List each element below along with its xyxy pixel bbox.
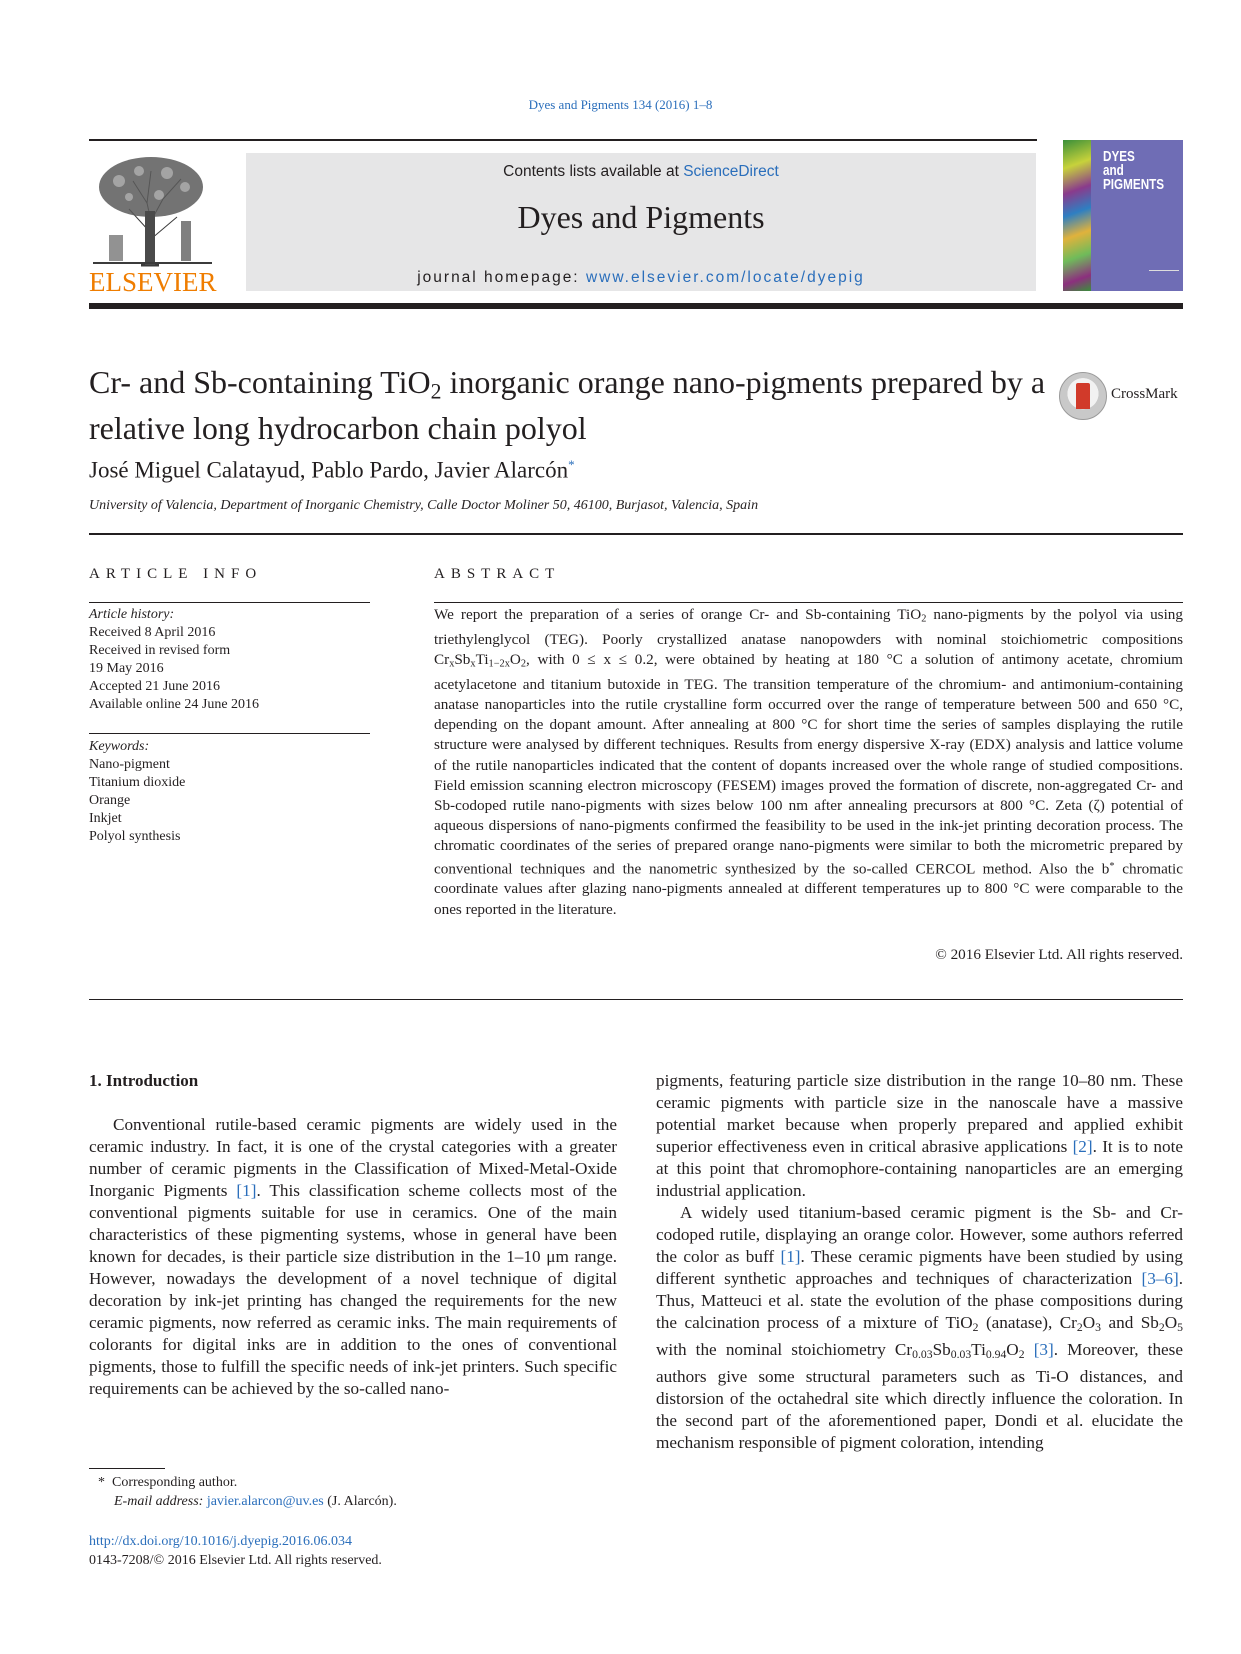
journal-cover-image[interactable] [1063, 140, 1183, 291]
crossmark-icon [1059, 372, 1107, 420]
cover-title [1103, 148, 1165, 193]
title-divider [89, 533, 1183, 535]
body-run [1025, 1340, 1034, 1359]
abstract-run: , with 0 ≤ x ≤ 0.2, were obtained by heating at 180 °C a solution of antimony acetate, chromium acetylacetone and titanium butoxide in TEG. The transition temperature of the chromium- and antimonium-containing anatase nanoparticles into the rutile crystalline form occurred over the range of temperature between 500 and 650 °C, depending on the dopant amount. After annealing at 800 °C for short time the series of samples displaying the rutile structure were analysed by different techniques. Results from energy dispersive X-ray (EDX) analysis and lattice volume of the rutile nanoparticles indicated that the content of dopants increased over the whole range of studied compositions. Field emission scanning electron microscopy (FESEM) images proved the formation of discrete, non-aggregated Cr- and Sb-codoped rutile nano-pigments with sizes below 100 nm after annealing precursors at 800 °C. Zeta (ζ) potential of aqueous dispersions of nano-pigments confirmed the feasibility to be used in the ink-jet printing decoration process. The chromatic coordinates of the series of prepared orange nano-pigments were similar to both the micrometric prepared by conventional techniques and the nanometric synthesized by the so-called CERCOL method. Also the b [434, 650, 1183, 878]
body-run: Conventional rutile-based ceramic pigments are widely used in the ceramic industry. In fact, it is one of the crystal categories with a greater number of ceramic pigments in the Classification of Mixed-Metal-Oxide Inorganic Pigments [89, 1115, 617, 1200]
elsevier-tree-icon [89, 151, 216, 267]
cover-title-line: PIGMENTS [1103, 176, 1165, 193]
body-run: Sb [932, 1339, 951, 1359]
history-item: Available online 24 June 2016 [89, 697, 260, 712]
journal-banner [246, 153, 1036, 291]
history-item: Received 8 April 2016 [89, 625, 216, 640]
body-run: O [1164, 1313, 1178, 1332]
homepage-line [246, 269, 1036, 287]
intro-paragraph-2 [656, 1202, 1183, 1454]
abstract-subscript: x [449, 658, 455, 670]
cover-art-strip [1063, 140, 1091, 291]
elsevier-logo[interactable] [89, 151, 217, 297]
body-run: O [1082, 1313, 1096, 1332]
keywords-label: Keywords: [89, 739, 150, 754]
intro-paragraph-1-cont [656, 1070, 1183, 1202]
abstract-heading: ABSTRACT [434, 566, 561, 582]
body-subscript: 5 [1177, 1320, 1184, 1334]
body-run: (anatase), Cr [978, 1313, 1077, 1332]
body-run: A widely used titanium-based ceramic pigment is the Sb- and Cr-codoped rutile, displaying an orange color. However, some authors referred the color as buff [656, 1203, 1183, 1266]
abstract-text [434, 605, 1183, 920]
header-thick-rule [89, 303, 1183, 309]
abstract-run: chromatic coordinate values after glazing nano-pigments annealed at different temperatures up to 800 °C were comparable to the ones reported in the literature. [434, 860, 1183, 918]
body-run: . Thus, Matteuci et al. state the evolution of the phase compositions during the calcination process of a mixture of TiO [656, 1269, 1183, 1332]
body-run: . These ceramic pigments have been studied by using different synthetic approaches and techniques of characterization [656, 1247, 1183, 1288]
history-item: Received in revised form [89, 643, 231, 658]
body-run: . Moreover, these authors give some structural parameters such as Ti-O distances, and distorsion of the octahedral site which directly influence the coloration. In the second part of the aforementioned paper, Dondi et al. elucidate the mechanism responsible of pigment coloration, intending [656, 1339, 1183, 1452]
reference-link[interactable]: [3] [1033, 1339, 1054, 1359]
article-info-rule [89, 602, 370, 603]
history-item: Accepted 21 June 2016 [89, 679, 221, 694]
abstract-subscript: 2 [520, 658, 527, 670]
crossmark-bookmark-icon [1076, 383, 1090, 409]
footnote-mark: * [98, 1475, 105, 1490]
contents-line [246, 163, 1036, 181]
cover-publisher-mark [1149, 270, 1179, 281]
body-column-left [89, 1114, 617, 1400]
body-subscript: 0.03 [950, 1347, 972, 1361]
abstract-subscript: x [470, 658, 476, 670]
abstract-rule [434, 602, 1183, 603]
article-history [89, 606, 369, 714]
body-subscript: 2 [1076, 1320, 1083, 1334]
body-subscript: 0.03 [912, 1347, 933, 1361]
issn-line: 0143-7208/© 2016 Elsevier Ltd. All rights reserved. [89, 1553, 382, 1568]
homepage-prefix: journal homepage: [417, 269, 586, 286]
body-column-right [656, 1070, 1183, 1454]
body-subscript: 2 [1018, 1347, 1025, 1361]
title-text: Cr- and Sb-containing TiO [89, 364, 431, 400]
sciencedirect-link[interactable]: ScienceDirect [683, 163, 779, 180]
doi-link[interactable]: http://dx.doi.org/10.1016/j.dyepig.2016.06.034 [89, 1534, 353, 1549]
corresponding-label: Corresponding author. [112, 1475, 238, 1490]
email-label: E-mail address: [114, 1494, 207, 1509]
body-subscript: 2 [972, 1320, 979, 1334]
reference-link[interactable]: [1] [236, 1181, 257, 1200]
body-run: . This classification scheme collects most of the conventional pigments suitable for use in ceramics. One of the main characteristics of these pigmenting systems, whose in general have been known for decades, is their particle size distribution in the 1–10 μm range. However, nowadays the development of a novel technique of digital decoration by ink-jet printing has changed the requirements for the new ceramic pigments, now referred as ceramic inks. The main requirements of colorants for digital inks are in addition to the ones of conventional pigments, those to fulfill the specific needs of ink-jet printers. Such specific requirements can be achieved by the so-called nano- [89, 1181, 617, 1398]
introduction-heading: 1. Introduction [89, 1071, 199, 1090]
homepage-url-link[interactable]: www.elsevier.com/locate/dyepig [585, 269, 865, 286]
footnote-rule [89, 1468, 165, 1469]
body-subscript: 3 [1095, 1320, 1102, 1334]
keyword: Titanium dioxide [89, 775, 186, 790]
keyword: Polyol synthesis [89, 829, 181, 844]
body-run: and Sb [1101, 1313, 1159, 1332]
body-subscript: 0.94 [985, 1347, 1007, 1361]
abstract-subscript: 1−2x [488, 658, 510, 670]
intro-paragraph-1 [89, 1114, 617, 1400]
doi-line [89, 1532, 352, 1551]
abstract-run: O [509, 650, 521, 668]
history-label: Article history: [89, 607, 175, 622]
email-link[interactable]: javier.alarcon@uv.es [206, 1494, 324, 1509]
author-list [89, 457, 575, 484]
journal-citation[interactable]: Dyes and Pigments 134 (2016) 1–8 [528, 97, 713, 112]
history-item: 19 May 2016 [89, 661, 164, 676]
body-run: . It is to note at this point that chromophore-containing nanoparticles are an emerging industrial application. [656, 1137, 1183, 1200]
body-run: O [1006, 1339, 1019, 1359]
email-footnote [114, 1492, 397, 1511]
abstract-run: Ti [475, 650, 489, 668]
crossmark-label: CrossMark [1111, 386, 1178, 402]
reference-link[interactable]: [1] [780, 1247, 801, 1266]
reference-link[interactable]: [3–6] [1141, 1269, 1179, 1288]
authors-text: José Miguel Calatayud, Pablo Pardo, Javier Alarcón [89, 457, 569, 483]
body-run: Ti [971, 1339, 986, 1359]
email-suffix: (J. Alarcón). [323, 1494, 397, 1509]
abstract-run: We report the preparation of a series of orange Cr- and Sb-containing TiO [434, 606, 922, 623]
abstract-run: nano-pigments by the polyol via using triethylenglycol (TEG). Poorly crystallized anatase nanopowders with nominal stoichiometric compositions Cr [434, 606, 1183, 668]
abstract-superscript: * [1109, 860, 1115, 872]
abstract-copyright: © 2016 Elsevier Ltd. All rights reserved. [935, 946, 1183, 963]
affiliation: University of Valencia, Department of Inorganic Chemistry, Calle Doctor Moliner 50, 46100, Burjasot, Valencia, Spain [89, 498, 759, 513]
reference-link[interactable]: [2] [1072, 1137, 1093, 1156]
contents-prefix: Contents lists available at [503, 163, 684, 180]
body-run: with the nominal stoichiometry Cr [656, 1339, 913, 1359]
cover-title-line: DYES [1103, 148, 1135, 165]
corresponding-author-mark[interactable]: * [568, 457, 575, 472]
body-subscript: 2 [1158, 1320, 1165, 1334]
journal-name: Dyes and Pigments [517, 199, 765, 235]
keyword: Nano-pigment [89, 757, 170, 772]
header-top-rule [89, 139, 1037, 141]
article-title [89, 364, 1049, 447]
keywords-rule [89, 733, 370, 734]
keyword: Inkjet [89, 811, 122, 826]
keyword: Orange [89, 793, 131, 808]
title-subscript: 2 [430, 379, 442, 404]
corresponding-footnote [98, 1473, 237, 1492]
title-text-cont: inorganic orange nano-pigments prepared by a relative long hydrocarbon chain polyol [89, 364, 1046, 447]
abstract-run: Sb [454, 650, 471, 668]
keywords-block [89, 738, 369, 846]
cover-title-line: and [1103, 162, 1124, 179]
crossmark-button[interactable] [1059, 372, 1189, 422]
elsevier-wordmark: ELSEVIER [89, 267, 217, 297]
body-run: pigments, featuring particle size distribution in the range 10–80 nm. These ceramic pigments with particle size in the nanoscale have a massive potential market because when properly prepared and applied exhibit superior effectiveness even in critical abrasive applications [656, 1071, 1183, 1156]
abstract-subscript: 2 [921, 613, 927, 625]
abstract-end-rule [89, 999, 1183, 1000]
article-info-heading: ARTICLE INFO [89, 566, 263, 582]
